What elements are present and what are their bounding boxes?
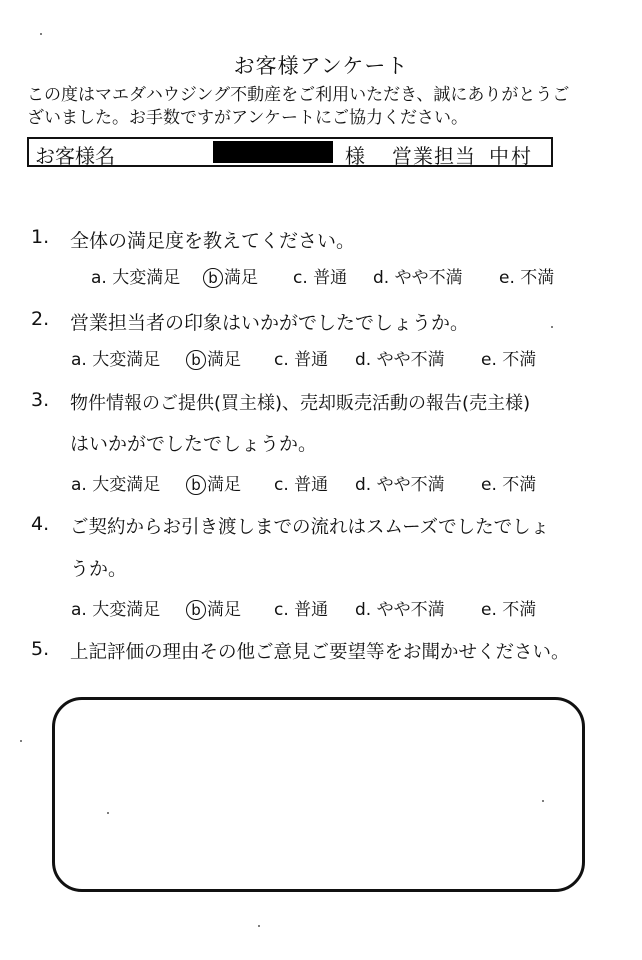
q3-option-b-label: 満足 <box>207 475 241 495</box>
question-3-text-line-1: 物件情報のご提供(買主様)、売却販売活動の報告(売主様) <box>70 393 531 414</box>
scan-speck <box>40 33 42 35</box>
q2-option-a[interactable]: a. 大変満足 <box>71 350 161 370</box>
question-4-number: 4. <box>31 513 50 535</box>
q4-option-e[interactable]: e. 不満 <box>481 600 537 620</box>
q1-option-b-label: 満足 <box>224 268 258 288</box>
q1-option-e[interactable]: e. 不満 <box>499 268 555 288</box>
q4-option-d[interactable]: d. やや不満 <box>355 600 445 620</box>
question-5-number: 5. <box>31 638 50 660</box>
sales-rep-name: 中村 <box>489 144 533 168</box>
customer-name-label: お客様名 <box>35 144 115 168</box>
q1-option-a[interactable]: a. 大変満足 <box>91 268 181 288</box>
q2-option-b[interactable] <box>186 345 241 370</box>
question-5-text: 上記評価の理由その他ご意見ご要望等をお聞かせください。 <box>70 642 570 663</box>
q2-option-b-circled-letter: b <box>186 350 206 370</box>
q2-option-c[interactable]: c. 普通 <box>274 350 329 370</box>
q3-option-c[interactable]: c. 普通 <box>274 475 329 495</box>
scan-speck <box>20 740 22 742</box>
q3-option-d[interactable]: d. やや不満 <box>355 475 445 495</box>
q1-option-d[interactable]: d. やや不満 <box>373 268 463 288</box>
redacted-customer-name <box>213 141 333 163</box>
intro-line-2: ざいました。お手数ですがアンケートにご協力ください。 <box>27 108 468 128</box>
question-1-text: 全体の満足度を教えてください。 <box>70 230 356 252</box>
q1-option-b-circled-letter: b <box>203 268 223 288</box>
customer-info-box <box>27 137 553 167</box>
customer-honorific: 様 <box>345 144 365 168</box>
question-3-number: 3. <box>31 389 50 411</box>
question-2-text: 営業担当者の印象はいかがでしたでしょうか。 <box>70 312 470 334</box>
q4-option-b-circled-letter: b <box>186 600 206 620</box>
question-4-text-line-2: うか。 <box>70 558 128 580</box>
intro-text <box>27 84 627 130</box>
q2-option-d[interactable]: d. やや不満 <box>355 350 445 370</box>
q1-option-c[interactable]: c. 普通 <box>293 268 348 288</box>
survey-title: お客様アンケート <box>233 54 409 78</box>
question-2-number: 2. <box>31 308 50 330</box>
scan-speck <box>542 800 544 802</box>
scan-speck <box>551 326 553 328</box>
q4-option-a[interactable]: a. 大変満足 <box>71 600 161 620</box>
q4-option-b-label: 満足 <box>207 600 241 620</box>
q4-option-b[interactable] <box>186 595 241 620</box>
scan-speck <box>258 925 260 927</box>
scan-speck <box>107 812 109 814</box>
sales-rep-label: 営業担当 <box>392 144 476 168</box>
q2-option-e[interactable]: e. 不満 <box>481 350 537 370</box>
question-4-text-line-1: ご契約からお引き渡しまでの流れはスムーズでしたでしょ <box>70 517 550 538</box>
question-1-number: 1. <box>31 226 50 248</box>
comment-box[interactable] <box>52 697 585 892</box>
question-3-text-line-2: はいかがでしたでしょうか。 <box>70 433 318 455</box>
q1-option-b[interactable] <box>203 263 258 288</box>
q3-option-e[interactable]: e. 不満 <box>481 475 537 495</box>
q3-option-a[interactable]: a. 大変満足 <box>71 475 161 495</box>
q4-option-c[interactable]: c. 普通 <box>274 600 329 620</box>
q3-option-b[interactable] <box>186 470 241 495</box>
q2-option-b-label: 満足 <box>207 350 241 370</box>
intro-line-1: この度はマエダハウジング不動産をご利用いただき、誠にありがとうご <box>27 85 570 105</box>
q3-option-b-circled-letter: b <box>186 475 206 495</box>
